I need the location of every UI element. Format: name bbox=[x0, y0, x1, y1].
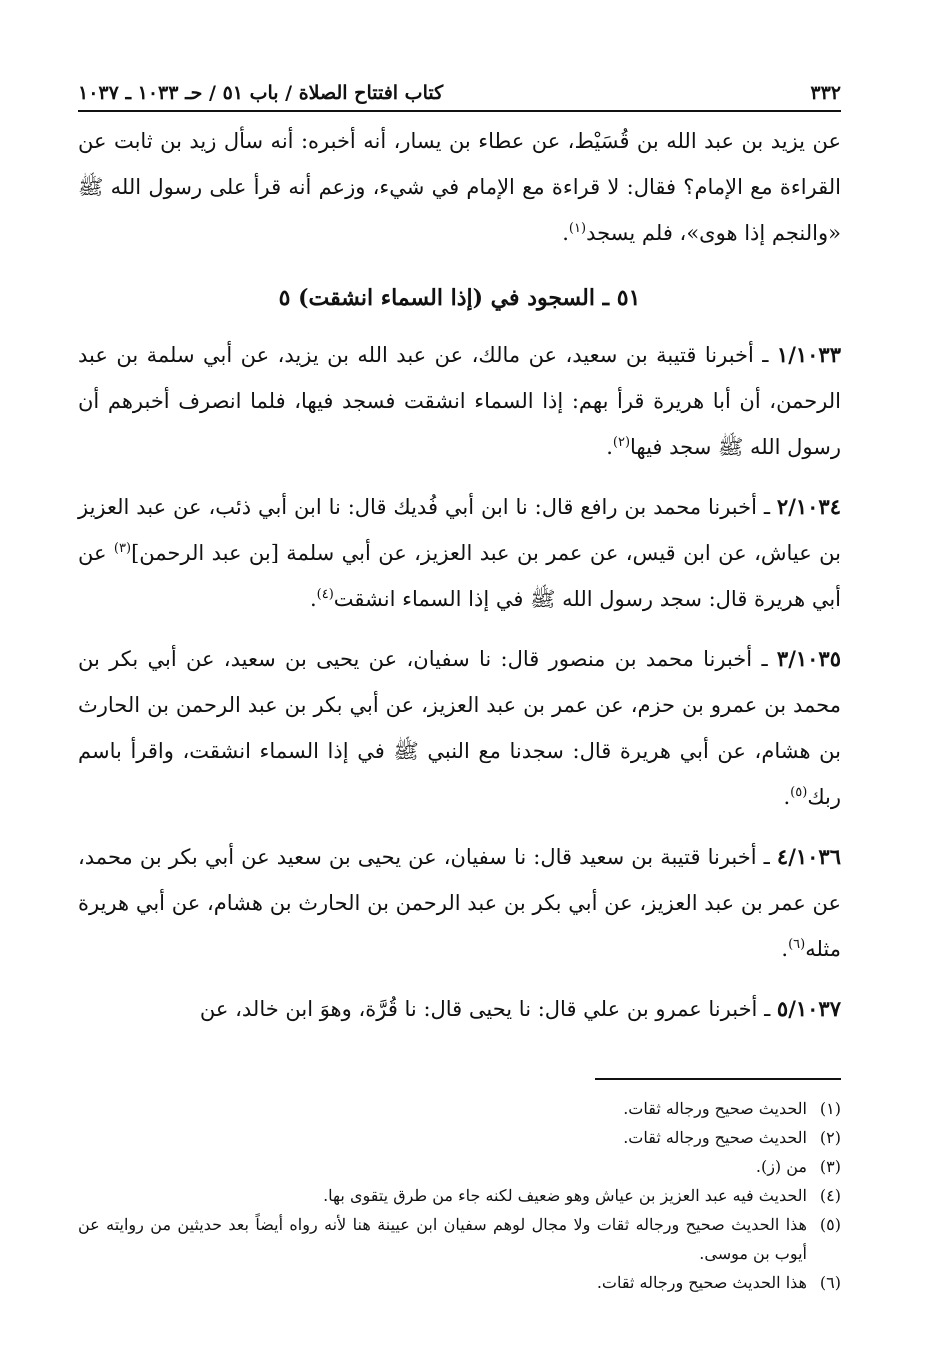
hadith-text: عن أبي هريرة قال: سجد رسول الله ﷺ في إذا السماء انشقت bbox=[78, 541, 841, 611]
hadith-text: ـ أخبرنا محمد بن منصور قال: نا سفيان، عن يحيى بن سعيد، عن أبي بكر بن محمد بن عمرو بن حزم، عن عمر بن عبد العزيز، عن أبي بكر بن عبد الرحمن بن الحارث بن هشام، عن أبي هريرة قال: سجدنا مع النبي ﷺ في إذا السماء انشقت، واقرأ باسم ربك bbox=[78, 647, 841, 809]
footnote-ref[interactable]: (٦) bbox=[788, 937, 806, 952]
hadith-paragraph bbox=[78, 484, 841, 622]
footnote-text: الحديث صحيح ورجاله ثقات. bbox=[623, 1099, 807, 1118]
footnote-ref[interactable]: (٤) bbox=[316, 587, 334, 602]
intro-text: عن يزيد بن عبد الله بن قُسَيْط، عن عطاء بن يسار، أنه أخبره: أنه سأل زيد بن ثابت عن القراءة مع الإمام؟ فقال: لا قراءة مع الإمام في شيء، وزعم أنه قرأ على رسول الله ﷺ «والنجم إذا هوى»، فلم يسجد bbox=[78, 129, 841, 245]
footnote-item bbox=[78, 1181, 841, 1210]
footnote-text: هذا الحديث صحيح ورجاله ثقات. bbox=[596, 1273, 807, 1292]
footnote-item bbox=[78, 1268, 841, 1297]
hadith-end: . bbox=[606, 435, 613, 459]
footnote-number: (٤) bbox=[819, 1186, 841, 1205]
footnote-number: (٢) bbox=[819, 1128, 841, 1147]
footnote-number: (١) bbox=[819, 1099, 841, 1118]
hadith-number: ٥/١٠٣٧ bbox=[776, 996, 841, 1021]
footnote-number: (٣) bbox=[819, 1157, 841, 1176]
intro-end: . bbox=[562, 221, 569, 245]
footnote-rule bbox=[595, 1078, 841, 1080]
hadith-paragraph bbox=[78, 332, 841, 470]
hadith-number: ٢/١٠٣٤ bbox=[776, 494, 841, 519]
footnote-item bbox=[78, 1210, 841, 1268]
footnote-number: (٦) bbox=[819, 1273, 841, 1292]
footnote-text: من (ز). bbox=[755, 1157, 807, 1176]
hadith-number: ٣/١٠٣٥ bbox=[776, 646, 841, 671]
running-title: كتاب افتتاح الصلاة / باب ٥١ / حـ ١٠٣٣ ـ ١٠٣٧ bbox=[78, 82, 444, 104]
hadith-text: ـ أخبرنا محمد بن رافع قال: نا ابن أبي فُديك قال: نا ابن أبي ذئب، عن عبد العزيز بن عياش، عن ابن قيس، عن عمر بن عبد العزيز، عن أبي سلمة [بن عبد الرحمن] bbox=[78, 495, 841, 565]
footnote-ref[interactable]: (١) bbox=[568, 221, 587, 236]
footnote-number: (٥) bbox=[819, 1215, 841, 1234]
hadith-end: . bbox=[781, 937, 789, 961]
hadith-end: . bbox=[783, 785, 791, 809]
footnote-item bbox=[78, 1152, 841, 1181]
hadith-paragraph bbox=[78, 834, 841, 972]
intro-paragraph bbox=[78, 118, 841, 256]
hadith-number: ٤/١٠٣٦ bbox=[776, 844, 841, 869]
hadith-paragraph bbox=[78, 986, 841, 1032]
hadith-text: ـ أخبرنا قتيبة بن سعيد قال: نا سفيان، عن يحيى بن سعيد عن أبي بكر بن محمد، عن عمر بن عبد العزيز، عن أبي بكر بن عبد الرحمن بن الحارث بن هشام، عن أبي هريرة مثله bbox=[78, 845, 841, 961]
footnote-item bbox=[78, 1123, 841, 1152]
footnotes bbox=[78, 1078, 841, 1297]
section-heading: ٥١ ـ السجود في (إذا السماء انشقت) ٥ bbox=[278, 285, 641, 311]
footnote-text: الحديث فيه عبد العزيز بن عياش وهو ضعيف لكنه جاء من طرق يتقوى بها. bbox=[323, 1186, 807, 1205]
hadith-text: ـ أخبرنا عمرو بن علي قال: نا يحيى قال: نا قُرَّة، وهوَ ابن خالد، عن bbox=[199, 997, 771, 1021]
footnote-item bbox=[78, 1094, 841, 1123]
page-number: ٣٣٢ bbox=[810, 82, 841, 104]
hadith-text: ـ أخبرنا قتيبة بن سعيد، عن مالك، عن عبد الله بن يزيد، عن أبي سلمة بن عبد الرحمن، أن أبا هريرة قرأ بهم: إذا السماء انشقت فسجد فيها، فلما انصرف أخبرهم أن رسول الله ﷺ سجد فيها bbox=[78, 343, 841, 459]
footnote-ref[interactable]: (٥) bbox=[790, 785, 808, 800]
hadith-number: ١/١٠٣٣ bbox=[776, 342, 841, 367]
footnote-ref[interactable]: (٣) bbox=[113, 541, 132, 556]
footnote-ref[interactable]: (٢) bbox=[612, 435, 631, 450]
footnote-text: الحديث صحيح ورجاله ثقات. bbox=[623, 1128, 807, 1147]
main-text bbox=[78, 118, 841, 1032]
hadith-end: . bbox=[309, 587, 317, 611]
footnote-text: هذا الحديث صحيح ورجاله ثقات ولا مجال لوهم سفيان ابن عيينة هنا لأنه رواه أيضاً بعد حديثين من روايته عن أيوب بن موسى. bbox=[78, 1215, 807, 1263]
running-header bbox=[78, 78, 841, 112]
hadith-paragraph bbox=[78, 636, 841, 820]
